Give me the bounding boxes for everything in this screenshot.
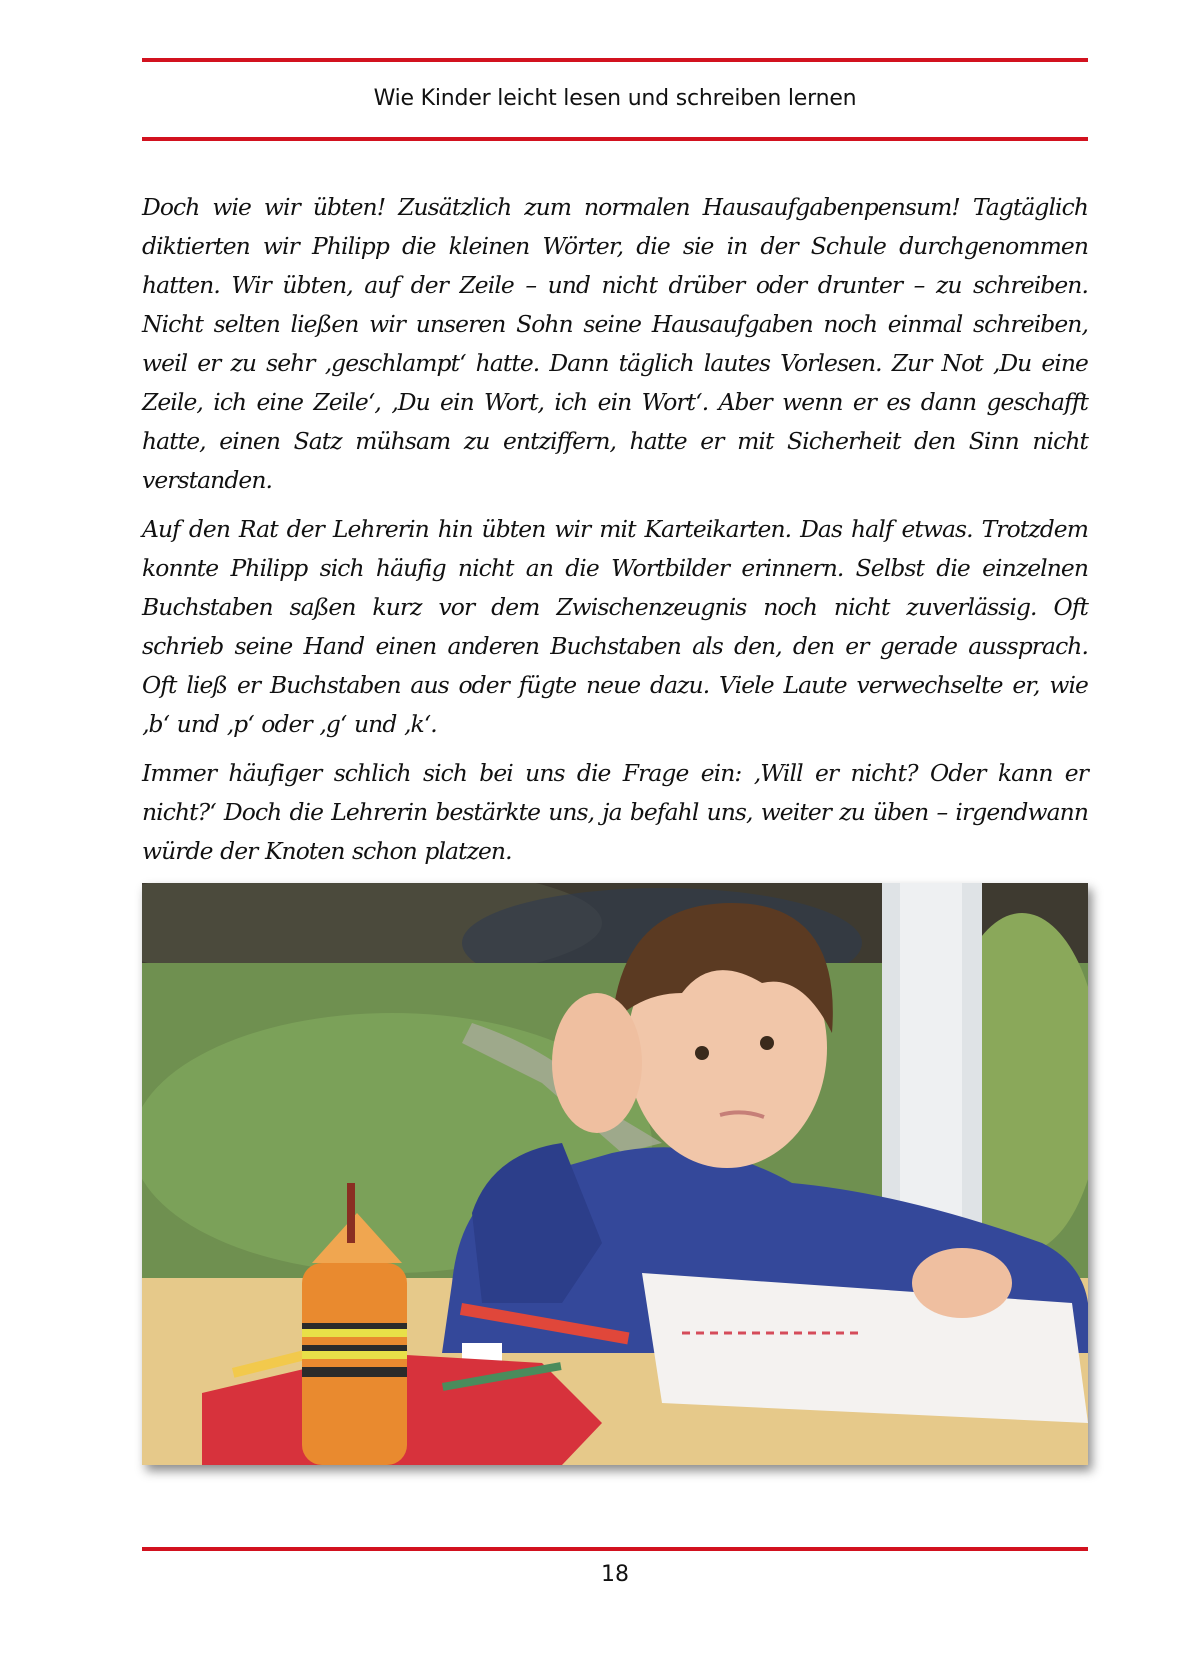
stripe-yellow bbox=[302, 1351, 407, 1359]
stripe-yellow bbox=[302, 1329, 407, 1337]
paragraph: Auf den Rat der Lehrerin hin übten wir mit Karteikarten. Das half etwas. Trotzdem konnte Philipp sich häufig nicht an die Wortbilder erinnern. Selbst die einzelnen Buchstaben saßen kurz vor dem Zwischenzeugnis noch nicht zuverlässig. Oft schrieb seine Hand einen anderen Buchstaben als den, den er gerade aussprach. Oft ließ er Buchstaben aus oder fügte neue dazu. Viele Laute verwechselte er, wie ‚b‘ und ‚p‘ oder ‚g‘ und ‚k‘. bbox=[142, 515, 1088, 738]
photo-illustration bbox=[142, 883, 1088, 1465]
paragraph: Doch wie wir übten! Zusätzlich zum normalen Hausaufgabenpensum! Tagtäglich diktierten wir Philipp die kleinen Wörter, die sie in der Schule durchgenommen hatten. Wir übten, auf der Zeile – und nicht drüber oder drunter – zu schreiben. Nicht selten ließen wir unseren Sohn seine Hausaufgaben noch einmal schreiben, weil er zu sehr ‚geschlampt‘ hatte. Dann täglich lautes Vorlesen. Zur Not ‚Du eine Zeile, ich eine Zeile‘, ‚Du ein Wort, ich ein Wort‘. Aber wenn er es dann geschafft hatte, einen Satz mühsam zu entziffern, hatte er mit Sicherheit den Sinn nicht verstanden. bbox=[142, 193, 1088, 494]
body-text bbox=[142, 188, 1088, 881]
pencil-in-holder bbox=[347, 1183, 355, 1243]
footer-rule bbox=[142, 1547, 1088, 1551]
pirate-pencil-holder bbox=[302, 1263, 407, 1465]
hand-on-head bbox=[552, 993, 642, 1133]
stripe bbox=[302, 1367, 407, 1377]
photo-boy-doing-homework bbox=[142, 883, 1088, 1465]
running-title: Wie Kinder leicht lesen und schreiben lernen bbox=[373, 86, 857, 111]
header-rule-top bbox=[142, 58, 1088, 62]
eye-right bbox=[760, 1036, 774, 1050]
header-rule-bottom bbox=[142, 137, 1088, 141]
hand-on-book bbox=[912, 1248, 1012, 1318]
eye-left bbox=[695, 1046, 709, 1060]
page-number: 18 bbox=[601, 1562, 629, 1587]
paragraph: Immer häufiger schlich sich bei uns die Frage ein: ‚Will er nicht? Oder kann er nicht?‘ Doch die Lehrerin bestärkte uns, ja befahl uns, weiter zu üben – irgendwann würde der Knoten schon platzen. bbox=[142, 759, 1088, 865]
